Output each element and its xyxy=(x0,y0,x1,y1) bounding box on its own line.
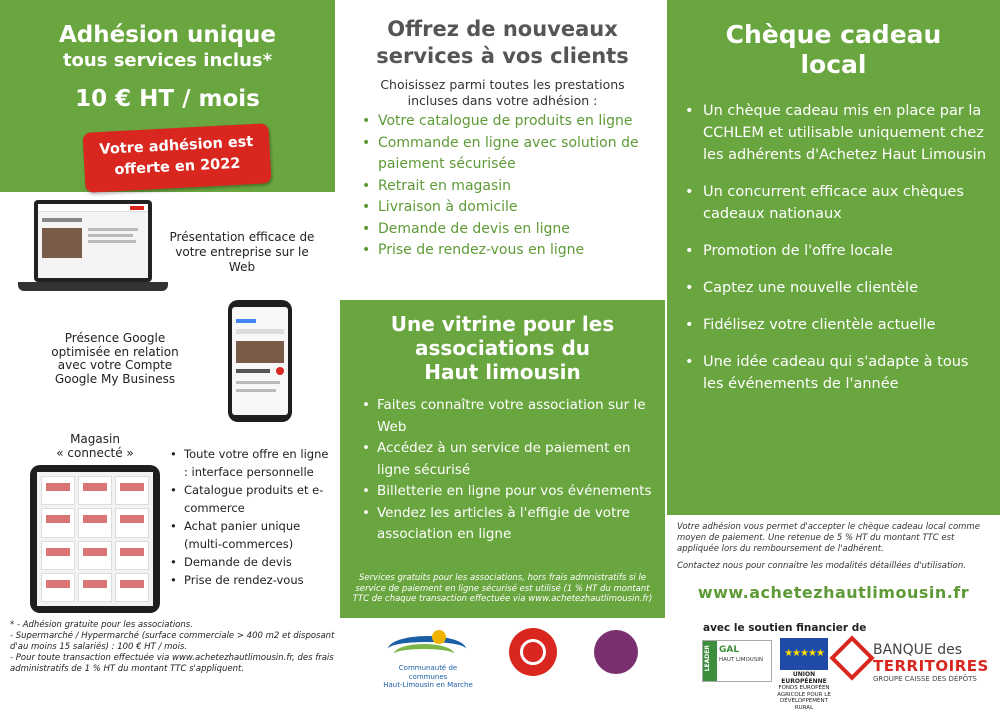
list-item: • Captez une nouvelle clientèle xyxy=(685,277,990,299)
connected-store-title-line-1: Magasin xyxy=(70,432,120,446)
list-item: • Demande de devis xyxy=(170,553,335,571)
tablet-illustration xyxy=(30,465,160,613)
list-item: • Une idée cadeau qui s'adapte à tous les événements de l'année xyxy=(685,351,990,395)
gift-voucher-note: Votre adhésion vous permet d'accepter le chèque cadeau local comme moyen de paiement. Une retenue de 5 % HT du montant TTC est appliquée lors du remboursement de l'adhérent. xyxy=(677,522,980,554)
laptop-illustration xyxy=(18,200,168,295)
associations-panel xyxy=(340,300,665,618)
website-link[interactable]: www.achetezhautlimousin.fr xyxy=(697,583,970,602)
offer-services-list xyxy=(360,111,660,262)
banque-territoires-line-3: GROUPE CAISSE DES DÉPÔTS xyxy=(873,675,977,683)
gift-voucher-list xyxy=(685,100,990,410)
gift-voucher-contact: Contactez nous pour connaitre les modalités détaillées d'utilisation. xyxy=(677,561,966,571)
list-item: • Prise de rendez-vous xyxy=(170,571,335,589)
partner-logo-purple xyxy=(594,630,638,674)
laptop-screen xyxy=(34,200,152,282)
associations-title-line-2: associations du xyxy=(414,336,591,360)
membership-subtitle: tous services inclus* xyxy=(62,50,273,71)
list-item: • Accédez à un service de paiement en ligne sécurisé xyxy=(362,438,657,481)
connected-store-list xyxy=(170,445,335,589)
free-offer-badge xyxy=(83,123,272,193)
list-item: • Billetterie en ligne pour vos événements xyxy=(362,481,657,503)
footnote xyxy=(10,620,340,675)
laptop-base xyxy=(18,282,168,291)
gal-sub-label: HAUT LIMOUSIN xyxy=(719,657,764,663)
footnote-line-1: * - Adhésion gratuite pour les associations. xyxy=(10,620,193,630)
list-item: • Un concurrent efficace aux chèques cadeaux nationaux xyxy=(685,181,990,225)
list-item: • Fidélisez votre clientèle actuelle xyxy=(685,314,990,336)
eu-name: UNION EUROPÉENNE xyxy=(781,671,827,685)
membership-title: Adhésion unique xyxy=(58,22,277,48)
list-item: • Livraison à domicile xyxy=(360,197,660,219)
list-item: • Votre catalogue de produits en ligne xyxy=(360,111,660,133)
funding-label: avec le soutien financier de xyxy=(703,622,867,634)
community-logo-line-2: Haut-Limousin en Marche xyxy=(383,681,473,689)
community-logo xyxy=(380,630,476,689)
eu-fund: FONDS EUROPÉEN AGRICOLE POUR LE DÉVELOPPEMENT RURAL xyxy=(777,685,831,711)
banque-territoires-icon xyxy=(829,635,874,680)
footnote-line-3: - Pour toute transaction effectuée via www.achetezhautlimousin.fr, des frais administratifs de 1 % HT du montant TTC s'appliquent. xyxy=(10,653,334,674)
connected-store-title-line-2: « connecté » xyxy=(56,446,134,460)
sun-icon xyxy=(432,630,446,644)
associations-title-line-3: Haut limousin xyxy=(424,360,581,384)
list-item: • Promotion de l'offre locale xyxy=(685,240,990,262)
list-item: • Retrait en magasin xyxy=(360,176,660,198)
offer-title xyxy=(340,16,665,70)
associations-list xyxy=(362,395,657,546)
footnote-line-2: - Supermarché / Hypermarché (surface commerciale > 400 m2 et disposant d'au moins 15 salariés) : 100 € HT / mois. xyxy=(10,631,335,652)
list-item: • Catalogue produits et e-commerce xyxy=(170,481,335,517)
gift-voucher-title-line-2: local xyxy=(800,50,867,79)
gal-label: GAL xyxy=(719,645,740,655)
phone-illustration xyxy=(228,300,292,422)
offer-intro-line-1: Choisissez parmi toutes les prestations xyxy=(380,77,625,92)
associations-title xyxy=(340,312,665,384)
gift-voucher-title xyxy=(667,20,1000,80)
list-item: • Achat panier unique (multi-commerces) xyxy=(170,517,335,553)
badge-line-2: offerte en 2022 xyxy=(114,155,241,179)
list-item: • Faites connaître votre association sur le Web xyxy=(362,395,657,438)
gift-voucher-title-line-1: Chèque cadeau xyxy=(725,20,942,49)
list-item: • Un chèque cadeau mis en place par la CCHLEM et utilisable uniquement chez les adhérents d'Achetez Haut Limousin xyxy=(685,100,990,166)
leader-gal-logo xyxy=(702,640,772,682)
list-item: • Vendez les articles à l'effigie de votre association en ligne xyxy=(362,503,657,546)
list-item: • Demande de devis en ligne xyxy=(360,219,660,241)
banque-territoires-line-2: TERRITOIRES xyxy=(873,657,989,675)
gift-voucher-panel xyxy=(667,0,1000,515)
partner-logo-red xyxy=(509,628,557,676)
offer-intro-line-2: incluses dans votre adhésion : xyxy=(407,93,598,108)
offer-title-line-2: services à vos clients xyxy=(376,44,629,68)
offer-intro xyxy=(340,77,665,109)
associations-note: Services gratuits pour les associations, hors frais admnistratifs si le service de paiement en ligne sécurisé est utilisé (1 % HT du montant TTC de chaque transaction effectuée via www.achetezhautlimousin.fr) xyxy=(352,573,653,604)
list-item: • Commande en ligne avec solution de paiement sécurisée xyxy=(360,133,660,176)
eu-label xyxy=(772,672,836,711)
associations-title-line-1: Une vitrine pour les xyxy=(390,312,615,336)
list-item: • Prise de rendez-vous en ligne xyxy=(360,240,660,262)
leader-label: LEADER xyxy=(704,645,711,672)
stars-icon: ★★★★★ xyxy=(784,648,824,659)
community-logo-line-1: Communauté de communes xyxy=(398,664,458,681)
web-presentation-label: Présentation efficace de votre entreprise sur le Web xyxy=(169,230,315,274)
offer-title-line-1: Offrez de nouveaux xyxy=(387,17,618,41)
google-presence-label: Présence Google optimisée en relation avec votre Compte Google My Business xyxy=(51,331,179,386)
badge-line-1: Votre adhésion est xyxy=(99,133,254,159)
banque-territoires-line-1: BANQUE des xyxy=(873,642,963,658)
eu-flag-logo xyxy=(780,638,828,670)
list-item: • Toute votre offre en ligne : interface personnelle xyxy=(170,445,335,481)
connected-store-title xyxy=(50,432,140,460)
membership-price: 10 € HT / mois xyxy=(75,86,260,112)
